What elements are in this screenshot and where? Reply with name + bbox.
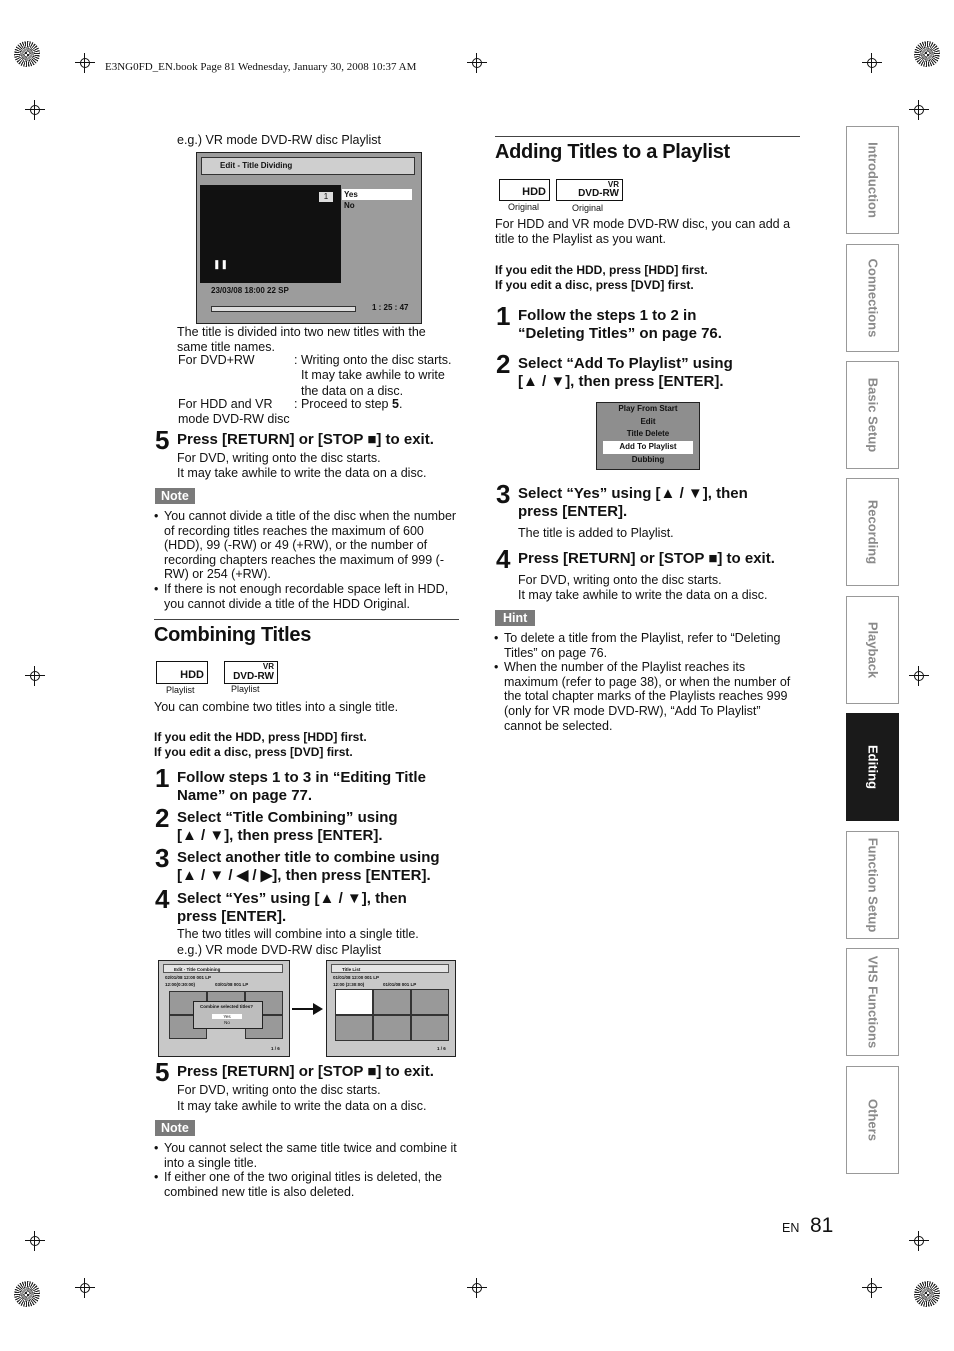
adding-step-4 xyxy=(496,544,775,574)
tab-label: VHS Functions xyxy=(865,955,880,1049)
crosshair-icon xyxy=(75,1278,95,1298)
crosshair-icon xyxy=(75,53,95,73)
thumbnail xyxy=(335,1015,373,1041)
thumbnail xyxy=(411,1015,449,1041)
step-number: 4 xyxy=(496,544,511,574)
if-disc: If you edit a disc, press [DVD] first. xyxy=(154,745,353,759)
option-no[interactable]: No xyxy=(344,201,355,210)
tab-label: Editing xyxy=(865,744,880,790)
registration-mark-icon xyxy=(14,1281,40,1307)
step-number: 2 xyxy=(155,803,170,833)
tab-others[interactable] xyxy=(846,1066,899,1174)
example-caption-2: e.g.) VR mode DVD-RW disc Playlist xyxy=(177,943,381,957)
step-line: Follow steps 1 to 3 in “Editing Title xyxy=(177,769,426,786)
menu-item-add-to-playlist[interactable]: Add To Playlist xyxy=(603,441,693,454)
note-item: • You cannot select the same title twice and combine it into a single title. xyxy=(154,1141,460,1170)
edit-menu xyxy=(596,402,700,470)
registration-mark-icon xyxy=(14,41,40,67)
note-list-1 xyxy=(154,509,460,611)
progress-bar xyxy=(211,306,356,312)
vr-text: VR xyxy=(262,662,274,671)
step-5-divide xyxy=(155,425,434,455)
crosshair-icon xyxy=(467,1278,487,1298)
tab-recording[interactable] xyxy=(846,478,899,586)
tab-basic-setup[interactable] xyxy=(846,361,899,469)
tab-connections[interactable] xyxy=(846,244,899,352)
step-5-sub-2: It may take awhile to write the data on a disc. xyxy=(177,1099,427,1113)
hdd-icon-text: HDD xyxy=(522,186,546,198)
tab-label: Introduction xyxy=(865,142,880,218)
menu-item-play-from-start[interactable]: Play From Start xyxy=(618,404,678,413)
title-list-screen xyxy=(326,960,456,1057)
step-5-combine xyxy=(155,1057,434,1087)
dvd-rw-text: DVD-RW xyxy=(233,671,274,682)
step-number: 3 xyxy=(155,843,170,873)
screen-title-bar: Edit - Title Dividing xyxy=(201,157,415,175)
if-hdd: If you edit the HDD, press [HDD] first. xyxy=(495,263,708,277)
step-line: [▲ / ▼ / ◀ / ▶], then press [ENTER]. xyxy=(177,867,431,884)
tab-label: Connections xyxy=(865,258,880,338)
crosshair-icon xyxy=(909,100,929,120)
print-header: E3NG0FD_EN.book Page 81 Wednesday, January 30, 2008 10:37 AM xyxy=(105,61,417,73)
dvdrw-desc-1: : Writing onto the disc starts. xyxy=(294,353,452,367)
combine-step-2 xyxy=(155,803,398,845)
page-indicator: 1 / 6 xyxy=(437,1046,446,1051)
combine-intro: You can combine two titles into a single title. xyxy=(154,700,399,714)
step-number: 1 xyxy=(496,301,511,331)
tab-label: Others xyxy=(865,1099,880,1141)
step-line: Follow the steps 1 to 2 in xyxy=(518,307,697,324)
tab-label: Basic Setup xyxy=(865,377,880,453)
menu-item-title-delete[interactable]: Title Delete xyxy=(626,429,670,439)
original-label: Original xyxy=(508,202,540,212)
option-yes[interactable]: Yes xyxy=(342,189,412,200)
step-text: Press [RETURN] or [STOP ■] to exit. xyxy=(177,431,434,448)
combining-titles-heading: Combining Titles xyxy=(154,624,312,646)
dvdrw-desc-3: the data on a disc. xyxy=(301,384,404,398)
step-line: Select “Yes” using [▲ / ▼], then xyxy=(177,890,407,907)
step-5-sub-2: It may take awhile to write the data on a disc. xyxy=(177,466,427,480)
tab-label: Recording xyxy=(865,499,880,565)
tab-label: Function Setup xyxy=(865,837,880,933)
step-5-sub-1: For DVD, writing onto the disc starts. xyxy=(177,1083,381,1097)
example-caption: e.g.) VR mode DVD-RW disc Playlist xyxy=(177,133,381,147)
dvdrw-desc-2: It may take awhile to write xyxy=(301,368,445,382)
adding-intro-1: For HDD and VR mode DVD-RW disc, you can add a xyxy=(495,217,791,231)
adding-step-3 xyxy=(496,479,748,521)
dvdrw-label: For DVD+RW xyxy=(178,353,255,367)
menu-item-dubbing[interactable]: Dubbing xyxy=(631,454,665,464)
combine-dialog xyxy=(193,1001,263,1029)
step-line: press [ENTER]. xyxy=(177,908,287,925)
original-label: Original xyxy=(572,203,604,213)
step-line: Name” on page 77. xyxy=(177,787,313,804)
note-label: Note xyxy=(155,488,195,504)
pause-icon: ❚❚ xyxy=(213,259,229,269)
tab-introduction[interactable] xyxy=(846,126,899,234)
hdd-icon-text: HDD xyxy=(180,669,204,681)
crosshair-icon xyxy=(25,1231,45,1251)
menu-item-edit[interactable]: Edit xyxy=(640,416,656,426)
playlist-label: Playlist xyxy=(166,685,195,695)
step-number: 2 xyxy=(496,349,511,379)
row-info-2b: 01/01/08 001 LP xyxy=(383,982,417,987)
hdd-desc-step: 5 xyxy=(391,397,399,411)
if-hdd: If you edit the HDD, press [HDD] first. xyxy=(154,730,367,744)
step-text: Press [RETURN] or [STOP ■] to exit. xyxy=(518,550,775,567)
row-info-1: 01/01/08 12:00 001 LP xyxy=(333,975,380,980)
crosshair-icon xyxy=(467,53,487,73)
row-info-2a: 12:00(0:30:00) xyxy=(165,982,196,987)
screen-title-bar: Edit - Title Combining xyxy=(163,964,283,973)
step-line: press [ENTER]. xyxy=(518,503,628,520)
section-rule xyxy=(495,136,800,137)
tab-function-setup[interactable] xyxy=(846,831,899,939)
hint-label: Hint xyxy=(495,610,535,626)
step-number: 1 xyxy=(155,763,170,793)
step-line: Select “Yes” using [▲ / ▼], then xyxy=(518,485,748,502)
hdd-label-2: mode DVD-RW disc xyxy=(178,412,290,426)
crosshair-icon xyxy=(862,1278,882,1298)
dialog-yes[interactable]: Yes xyxy=(212,1014,242,1019)
arrow-right-icon xyxy=(292,1008,314,1010)
step-line: “Deleting Titles” on page 76. xyxy=(518,325,722,342)
step-number: 3 xyxy=(496,479,511,509)
step-line: Select another title to combine using xyxy=(177,849,440,866)
hint-item: • When the number of the Playlist reaches its maximum (refer to page 38), or when the number of the total chapter marks of the Playlists reaches 999 (only for VR mode DVD-RW), “Add To Playlist” cannot be selected. xyxy=(494,660,800,733)
hint-item: • To delete a title from the Playlist, refer to “Deleting Titles” on page 76. xyxy=(494,631,800,660)
note-item: • If either one of the two original titles is deleted, the combined new title is also deleted. xyxy=(154,1170,460,1199)
title-number-badge: 1 xyxy=(319,192,333,202)
arrow-head-icon xyxy=(313,1003,323,1015)
elapsed-time: 1 : 25 : 47 xyxy=(372,303,409,312)
tab-label: Playback xyxy=(865,621,880,679)
hint-list xyxy=(494,631,800,733)
combine-step-4 xyxy=(155,884,407,926)
tab-playback[interactable] xyxy=(846,596,899,704)
note-item: • If there is not enough recordable space left in HDD, you cannot divide a title of the HDD Original. xyxy=(154,582,460,611)
thumbnail xyxy=(411,989,449,1015)
title-combining-screen xyxy=(158,960,290,1057)
tab-vhs-functions[interactable] xyxy=(846,948,899,1056)
adding-step-4-sub-2: It may take awhile to write the data on a disc. xyxy=(518,588,768,602)
adding-step-3-sub: The title is added to Playlist. xyxy=(518,526,674,540)
title-dividing-screen xyxy=(196,152,422,324)
step-number: 5 xyxy=(155,1057,170,1087)
hdd-desc-text: : Proceed to step xyxy=(294,397,392,411)
hdd-icon xyxy=(156,661,208,684)
step-number: 4 xyxy=(155,884,170,914)
combine-sub: The two titles will combine into a single title. xyxy=(177,927,419,941)
adding-step-4-sub-1: For DVD, writing onto the disc starts. xyxy=(518,573,722,587)
adding-intro-2: title to the Playlist as you want. xyxy=(495,232,666,246)
step-line: Select “Title Combining” using xyxy=(177,809,398,826)
language-code: EN xyxy=(782,1221,800,1235)
hdd-desc xyxy=(294,397,402,412)
crosshair-icon xyxy=(25,666,45,686)
crosshair-icon xyxy=(909,666,929,686)
adding-step-1 xyxy=(496,301,722,343)
hdd-icon xyxy=(499,179,550,201)
crosshair-icon xyxy=(25,100,45,120)
divided-text-2: same title names. xyxy=(177,340,275,354)
dialog-no[interactable]: No xyxy=(224,1020,230,1025)
row-info-1: 02/01/08 12:00 001 LP xyxy=(165,975,212,980)
dialog-text: Combine selected titles? xyxy=(200,1004,254,1009)
hdd-label-1: For HDD and VR xyxy=(178,397,273,411)
if-disc: If you edit a disc, press [DVD] first. xyxy=(495,278,694,292)
note-list-2 xyxy=(154,1141,460,1199)
note-label: Note xyxy=(155,1120,195,1136)
step-line: [▲ / ▼], then press [ENTER]. xyxy=(177,827,383,844)
dvd-rw-icon xyxy=(224,661,278,684)
divided-text-1: The title is divided into two new titles with the xyxy=(177,325,426,339)
thumbnail xyxy=(373,1015,411,1041)
step-line: [▲ / ▼], then press [ENTER]. xyxy=(518,373,724,390)
step-number: 5 xyxy=(155,425,170,455)
note-item: • You cannot divide a title of the disc when the number of recording titles reaches the maximum of 600 (HDD), 99 (-RW) or 49 (+RW), or the number of recording chapters reaches the maximum of 999 (-RW) or 254 (+RW). xyxy=(154,509,460,582)
crosshair-icon xyxy=(909,1231,929,1251)
hdd-desc-end: . xyxy=(398,397,403,411)
row-info-2a: 12:00 (2:30:00) xyxy=(333,982,365,987)
thumbnail-selected xyxy=(335,989,373,1015)
page-number: 81 xyxy=(810,1214,834,1237)
adding-titles-heading: Adding Titles to a Playlist xyxy=(495,141,730,163)
dvd-rw-text: DVD-RW xyxy=(578,188,619,199)
dvd-rw-icon xyxy=(556,179,623,201)
thumbnail xyxy=(373,989,411,1015)
step-line: Select “Add To Playlist” using xyxy=(518,355,733,372)
vr-text: VR xyxy=(607,180,619,189)
section-rule xyxy=(154,619,459,620)
crosshair-icon xyxy=(862,53,882,73)
registration-mark-icon xyxy=(914,41,940,67)
adding-step-2 xyxy=(496,349,733,391)
combine-step-3 xyxy=(155,843,440,885)
step-5-sub-1: For DVD, writing onto the disc starts. xyxy=(177,451,381,465)
recording-info: 23/03/08 18:00 22 SP xyxy=(211,286,289,295)
page-indicator: 1 / 6 xyxy=(271,1046,280,1051)
row-info-2b: 03/01/08 001 LP xyxy=(215,982,249,987)
screen-title-bar: Title List xyxy=(331,964,449,973)
registration-mark-icon xyxy=(914,1281,940,1307)
playlist-label: Playlist xyxy=(231,684,260,694)
tab-editing[interactable] xyxy=(846,713,899,821)
step-text: Press [RETURN] or [STOP ■] to exit. xyxy=(177,1063,434,1080)
combine-step-1 xyxy=(155,763,426,805)
